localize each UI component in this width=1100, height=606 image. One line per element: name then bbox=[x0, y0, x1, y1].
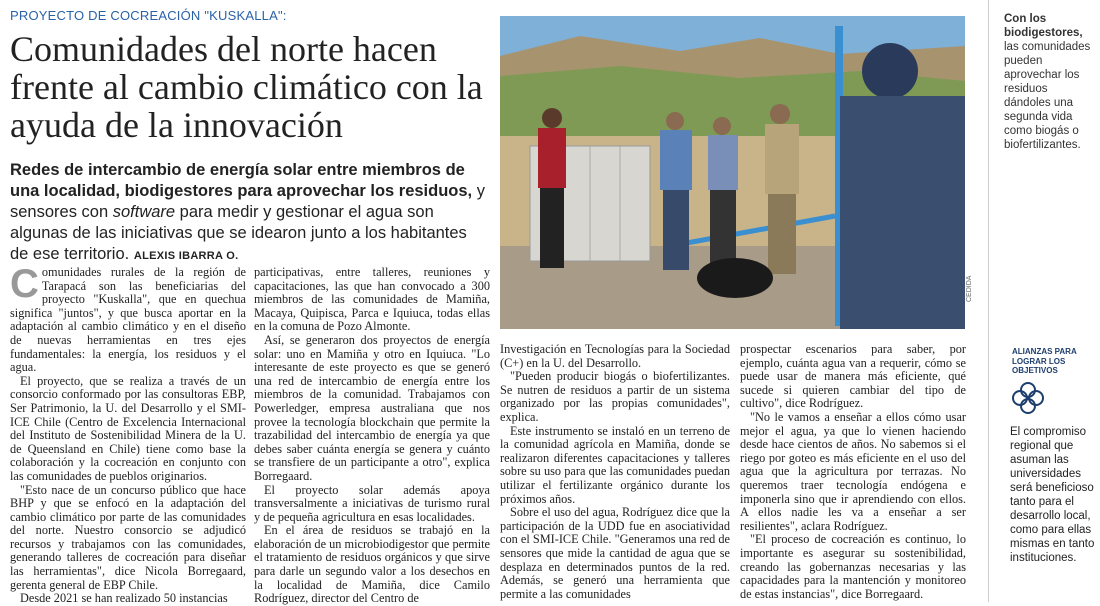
paragraph: prospectar escenarios para saber, por ejemplo, cuánta agua van a requerir, cómo se puede usar de manera más eficiente, qué sucede si quieren cambiar del tipo de cultivo", dice Rodríguez. bbox=[740, 342, 966, 411]
headline: Comunidades del norte hacen frente al cambio climático con la ayuda de la innovación bbox=[10, 29, 483, 145]
section-kicker: PROYECTO DE COCREACIÓN "KUSKALLA": bbox=[10, 8, 287, 23]
lead-text-2: para medir y gestionar el agua son algunas de las iniciativas que se idearon junto a los habitantes de ese territorio. bbox=[10, 203, 467, 263]
paragraph: "Pueden producir biogás o biofertilizantes. Se nutren de residuos a partir de un sistema organizado por las propias comunidades", explica. bbox=[500, 369, 730, 424]
lead-paragraph bbox=[10, 160, 488, 267]
paragraph: El proyecto, que se realiza a través de un consorcio conformado por las consultoras EBP, Ser Patrimonio, la U. del Desarrollo y el SMI-ICE Chile (Centro de Excelencia Internacional del Instituto de Sostenibilidad Minera de la U. de Queensland en Chile) tiene como base la colaboración y la cocreación en conjunto con las comunidades de pueblos originarios. bbox=[10, 373, 246, 483]
article-column-1 bbox=[10, 262, 246, 606]
paragraph: "El proceso de cocreación es continuo, lo importante es asegurar su sostenibilidad, creando las gobernanzas necesarias y las capacidades para la mantención y monitoreo de estas instancias", dice Borregaard. bbox=[740, 532, 966, 601]
ods-text: El compromiso regional que asuman las universidades será beneficioso tanto para el desarrollo local, como para ellas mismas en tanto instituciones. bbox=[1010, 426, 1095, 564]
photo-illustration bbox=[500, 16, 965, 329]
article-column-2 bbox=[254, 266, 490, 606]
article-column-3 bbox=[500, 343, 730, 601]
paragraph: Investigación en Tecnologías para la Sociedad (C+) en la U. del Desarrollo. bbox=[500, 342, 730, 370]
lead-text-1: y sensores con bbox=[10, 182, 485, 221]
paragraph: "Esto nace de un concurso público que hace BHP y que se enfocó en la adaptación del cambio climático por parte de las comunidades del norte. Nuestro consorcio se adjudicó recursos y trabajamos con las comunidades, generando talleres de cocreación para diseñar las herramientas", dice Nicola Borregaard, gerenta general de EBP Chile. bbox=[10, 482, 246, 592]
ods-label: ALIANZAS PARA LOGRAR LOS OBJETIVOS bbox=[1012, 347, 1077, 375]
paragraph: En el área de residuos se trabajó en la elaboración de un microbiodigestor que permite el tratamiento de residuos orgánicos y que sirve para darle un segundo valor a los desechos en la localidad de Mamiña, dice Camilo Rodríguez, director del Centro de bbox=[254, 523, 490, 606]
lead-bold: Redes de intercambio de energía solar entre miembros de una localidad, biodigestores para aprovechar los residuos, bbox=[10, 161, 473, 200]
article-column-4 bbox=[740, 343, 966, 601]
ods-17-partnership-icon bbox=[1010, 380, 1046, 416]
byline: ALEXIS IBARRA O. bbox=[133, 250, 239, 262]
caption-bold: Con los biodigestores, bbox=[1004, 13, 1083, 39]
caption-text: las comunidades pueden aprovechar los residuos dándoles una segunda vida como biogás o biofertilizantes. bbox=[1004, 41, 1091, 151]
article-photo bbox=[500, 16, 965, 329]
paragraph: Comunidades rurales de la región de Tarapacá son las beneficiarias del proyecto "Kuskalla", que en quechua significa "juntos", y que busca aportar en la adaptación al cambio climático y en el diseño de nuevas herramientas en tres ejes fundamentales: la energía, los residuos y el agua. bbox=[10, 262, 246, 375]
paragraph: Este instrumento se instaló en un terreno de la comunidad agrícola en Mamiña, donde se realizaron diferentes capacitaciones y talleres sobre su uso para que las comunidades puedan utilizar el fertilizante orgánico durante los próximos años. bbox=[500, 423, 730, 506]
photo-caption bbox=[1004, 12, 1096, 152]
paragraph: participativas, entre talleres, reuniones y capacitaciones, las que han convocado a 300 miembros de las comunidades de Mamiña, Macaya, Quipisca, Parca e Iquiuca, todas ellas en la comuna de Pozo Almonte. bbox=[254, 265, 490, 334]
paragraph: El proyecto solar además apoya transversalmente a iniciativas de turismo rural y de pequeña agricultura en esas localidades. bbox=[254, 482, 490, 524]
paragraph: "No le vamos a enseñar a ellos cómo usar mejor el agua, ya que lo vienen haciendo desde hace cientos de años. No sabemos si el riego por goteo es más eficiente en el uso del agua que la agricultura por terrazas. No queremos traer tecnología endógena e imponerla sino que ir aprendiendo con ellos. A ellos nadie les va a enseñar a ser resilientes", aclara Rodríguez. bbox=[740, 409, 966, 533]
paragraph: Así, se generaron dos proyectos de energía solar: uno en Mamiña y otro en Iquiuca. "Lo interesante de este proyecto es que se generó una red de intercambio de energía entre los miembros de la comunidad. Trabajamos con Powerledger, empresa australiana que nos provee la tecnología blockchain que permite la trazabilidad del intercambio de energía ya que debes saber cuánta energía se genera y cuánto se transfiere de un participante a otro", explica Borregaard. bbox=[254, 332, 490, 483]
paragraph: Sobre el uso del agua, Rodríguez dice que la participación de la UDD fue en asociatividad con el SMI-ICE Chile. "Generamos una red de sensores que mide la cantidad de agua que se desplaza en determinados puntos de la red. Además, se generó una herramienta que permite a las comunidades bbox=[500, 505, 730, 601]
dropcap: C bbox=[10, 262, 39, 306]
photo-credit: CEDIDA bbox=[966, 275, 973, 302]
lead-software: software bbox=[112, 203, 176, 221]
paragraph: Desde 2021 se han realizado 50 instancias bbox=[20, 591, 228, 606]
sidebar-divider bbox=[988, 0, 989, 602]
